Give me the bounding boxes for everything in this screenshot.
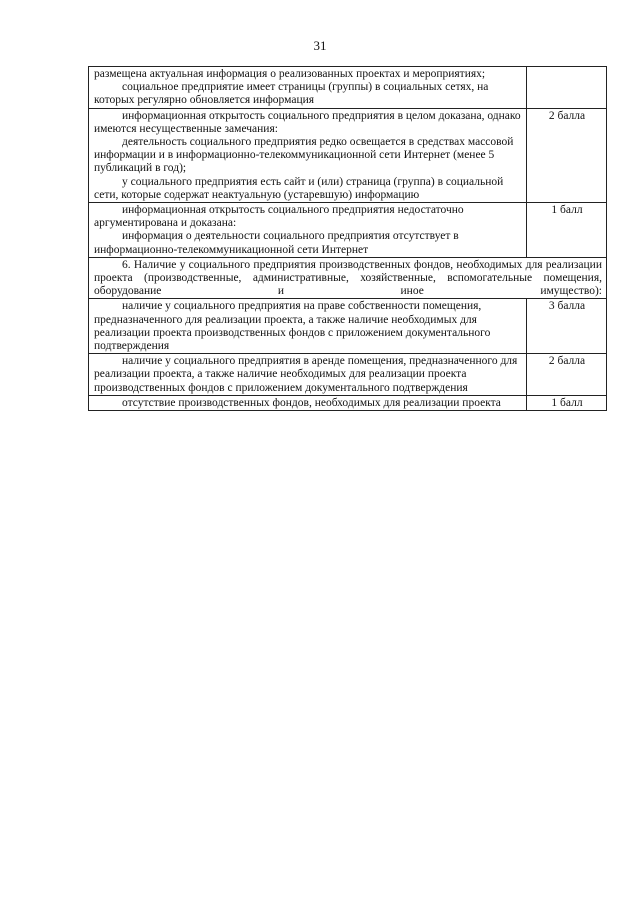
- criterion-paragraph: социальное предприятие имеет страницы (группы) в социальных сетях, на которых регулярно обновляется информация: [94, 81, 489, 107]
- criterion-score: 3 балла: [527, 299, 607, 354]
- table-row: [89, 67, 607, 109]
- criterion-description: [89, 67, 527, 109]
- criterion-paragraph: информация о деятельности социального предприятия отсутствует в информационно-телекоммуникационной сети Интернет: [94, 230, 459, 256]
- criterion-paragraph: информационная открытость социального предприятия недостаточно аргументирована и доказана:: [94, 204, 464, 230]
- criterion-description: [89, 299, 527, 354]
- section-header-text: 6. Наличие у социального предприятия производственных фондов, необходимых для реализации проекта (производственные, административные, хозяйственные, вспомогательные помещения, оборудование и иное имущество):: [94, 258, 602, 298]
- criterion-paragraph: наличие у социального предприятия на праве собственности помещения, предназначенного для реализации проекта, а также наличие необходимых для реализации проекта производственных фондов с приложением документального подтверждения: [94, 300, 491, 353]
- section-header-row: [89, 257, 607, 299]
- criterion-score: 2 балла: [527, 108, 607, 202]
- criterion-description: [89, 395, 527, 410]
- criterion-paragraph: отсутствие производственных фондов, необходимых для реализации проекта: [122, 396, 501, 409]
- criterion-paragraph: информационная открытость социального предприятия в целом доказана, однако имеются несущественные замечания:: [94, 109, 521, 135]
- table-row: [89, 203, 607, 258]
- table-row: [89, 299, 607, 354]
- criteria-table: [88, 66, 607, 411]
- page-number: 31: [313, 38, 327, 53]
- criterion-description: [89, 203, 527, 258]
- criterion-score: 1 балл: [527, 203, 607, 258]
- criterion-paragraph: размещена актуальная информация о реализованных проектах и мероприятиях;: [94, 68, 486, 80]
- criterion-paragraph: деятельность социального предприятия редко освещается в средствах массовой информации и в информационно-телекоммуникационной сети Интернет (менее 5 публикаций в год);: [94, 136, 514, 175]
- criterion-score: 2 балла: [527, 354, 607, 396]
- criterion-score: 1 балл: [527, 395, 607, 410]
- criterion-description: [89, 354, 527, 396]
- criterion-description: [89, 108, 527, 202]
- criterion-paragraph: наличие у социального предприятия в аренде помещения, предназначенного для реализации проекта, а также наличие необходимых для реализации проекта производственных фондов с приложением документального подтверждения: [94, 355, 518, 394]
- table-row: [89, 395, 607, 410]
- criterion-score: [527, 67, 607, 109]
- criterion-paragraph: у социального предприятия есть сайт и (или) страница (группа) в социальной сети, которые содержат неактуальную (устаревшую) информацию: [94, 175, 504, 201]
- section-header: [89, 257, 607, 299]
- table-row: [89, 354, 607, 396]
- table-row: [89, 108, 607, 202]
